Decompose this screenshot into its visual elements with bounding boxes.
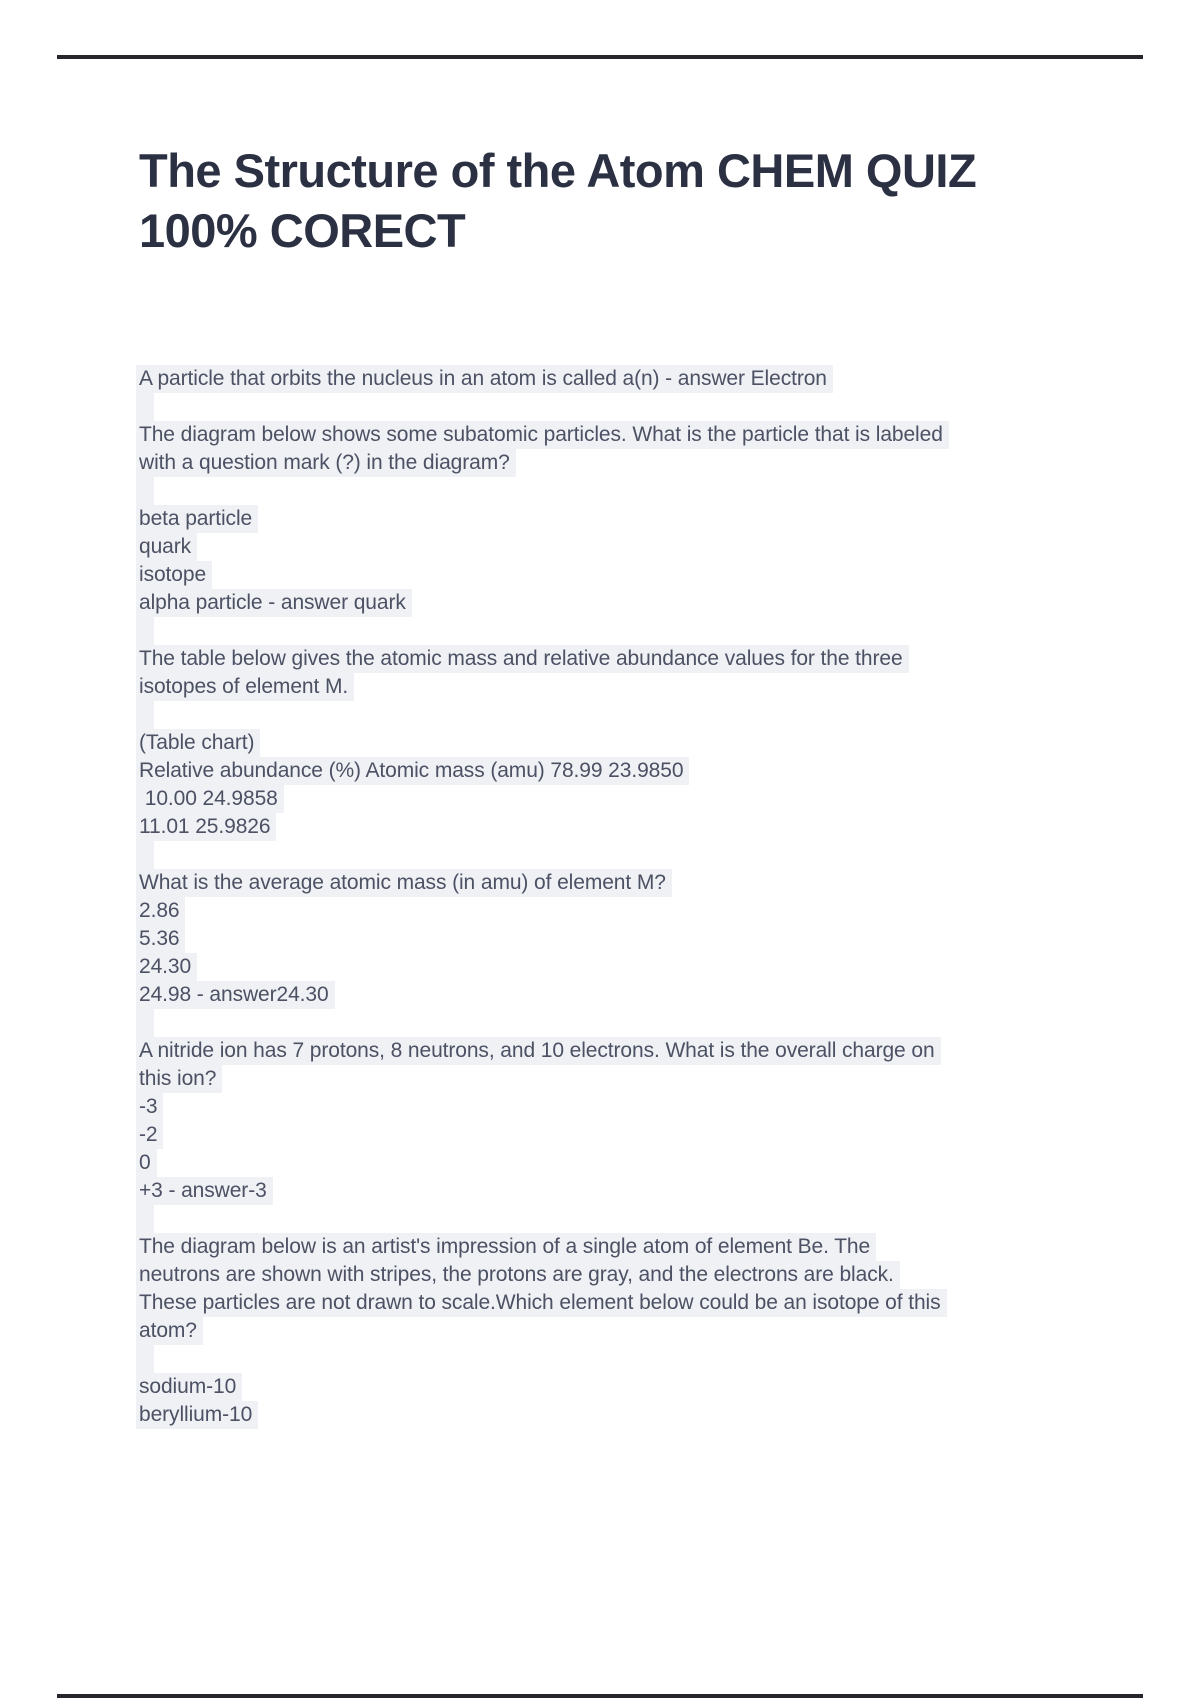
highlighted-text: 10.00 24.9858 (136, 785, 284, 813)
text-line (139, 1149, 1099, 1177)
highlighted-text: beryllium-10 (136, 1401, 258, 1429)
text-line (139, 645, 1099, 673)
page-title-line: The Structure of the Atom CHEM QUIZ (139, 144, 977, 197)
highlighted-text: These particles are not drawn to scale.Which element below could be an isotope of this (136, 1289, 947, 1317)
text-line (139, 953, 1099, 981)
highlighted-text: Relative abundance (%) Atomic mass (amu) 78.99 23.9850 (136, 757, 689, 785)
text-line (139, 925, 1099, 953)
text-line (139, 1317, 1099, 1345)
text-line (139, 1177, 1099, 1205)
text-line (139, 729, 1099, 757)
text-line (139, 533, 1099, 561)
blank-line-stub (136, 617, 154, 645)
text-line (139, 1233, 1099, 1261)
highlighted-text: The diagram below shows some subatomic particles. What is the particle that is labeled (136, 421, 949, 449)
blank-line-stub (136, 841, 154, 869)
blank-line (139, 617, 1099, 645)
blank-line-stub (136, 1345, 154, 1373)
highlighted-text: with a question mark (?) in the diagram? (136, 449, 516, 477)
highlighted-text: -3 (136, 1093, 163, 1121)
text-line (139, 589, 1099, 617)
blank-line-stub (136, 1205, 154, 1233)
text-line (139, 1093, 1099, 1121)
text-line (139, 1065, 1099, 1093)
highlighted-text: beta particle (136, 505, 258, 533)
bottom-rule (57, 1694, 1143, 1698)
highlighted-text: A nitride ion has 7 protons, 8 neutrons, and 10 electrons. What is the overall charge on (136, 1037, 941, 1065)
highlighted-text: isotopes of element M. (136, 673, 354, 701)
highlighted-text: The diagram below is an artist's impression of a single atom of element Be. The (136, 1233, 876, 1261)
highlighted-text: A particle that orbits the nucleus in an atom is called a(n) - answer Electron (136, 365, 833, 393)
highlighted-text: 5.36 (136, 925, 185, 953)
text-line (139, 1289, 1099, 1317)
document-body (139, 365, 1099, 1429)
text-line (139, 1037, 1099, 1065)
highlighted-text: sodium-10 (136, 1373, 242, 1401)
blank-line-stub (136, 701, 154, 729)
highlighted-text: atom? (136, 1317, 203, 1345)
text-line (139, 1261, 1099, 1289)
text-line (139, 673, 1099, 701)
blank-line (139, 1205, 1099, 1233)
highlighted-text: neutrons are shown with stripes, the protons are gray, and the electrons are black. (136, 1261, 900, 1289)
highlighted-text: 11.01 25.9826 (136, 813, 276, 841)
highlighted-text: What is the average atomic mass (in amu) of element M? (136, 869, 672, 897)
text-line (139, 505, 1099, 533)
blank-line-stub (136, 393, 154, 421)
page-title (139, 141, 1099, 261)
text-line (139, 813, 1099, 841)
text-line (139, 869, 1099, 897)
blank-line (139, 701, 1099, 729)
highlighted-text: +3 - answer-3 (136, 1177, 273, 1205)
highlighted-text: alpha particle - answer quark (136, 589, 412, 617)
highlighted-text: this ion? (136, 1065, 222, 1093)
text-line (139, 421, 1099, 449)
text-line (139, 1121, 1099, 1149)
text-line (139, 1373, 1099, 1401)
blank-line-stub (136, 477, 154, 505)
blank-line (139, 477, 1099, 505)
text-line (139, 785, 1099, 813)
blank-line (139, 1009, 1099, 1037)
highlighted-text: 0 (136, 1149, 157, 1177)
text-line (139, 757, 1099, 785)
highlighted-text: 24.30 (136, 953, 197, 981)
text-line (139, 449, 1099, 477)
text-line (139, 981, 1099, 1009)
highlighted-text: -2 (136, 1121, 163, 1149)
text-line (139, 561, 1099, 589)
highlighted-text: 24.98 - answer24.30 (136, 981, 335, 1009)
highlighted-text: The table below gives the atomic mass and relative abundance values for the three (136, 645, 909, 673)
highlighted-text: quark (136, 533, 197, 561)
highlighted-text: 2.86 (136, 897, 185, 925)
blank-line (139, 393, 1099, 421)
highlighted-text: isotope (136, 561, 212, 589)
text-line (139, 365, 1099, 393)
highlighted-text: (Table chart) (136, 729, 260, 757)
blank-line-stub (136, 1009, 154, 1037)
blank-line (139, 841, 1099, 869)
page-title-line: 100% CORECT (139, 204, 466, 257)
blank-line (139, 1345, 1099, 1373)
text-line (139, 897, 1099, 925)
document-content (139, 141, 1099, 1429)
top-rule (57, 55, 1143, 59)
text-line (139, 1401, 1099, 1429)
